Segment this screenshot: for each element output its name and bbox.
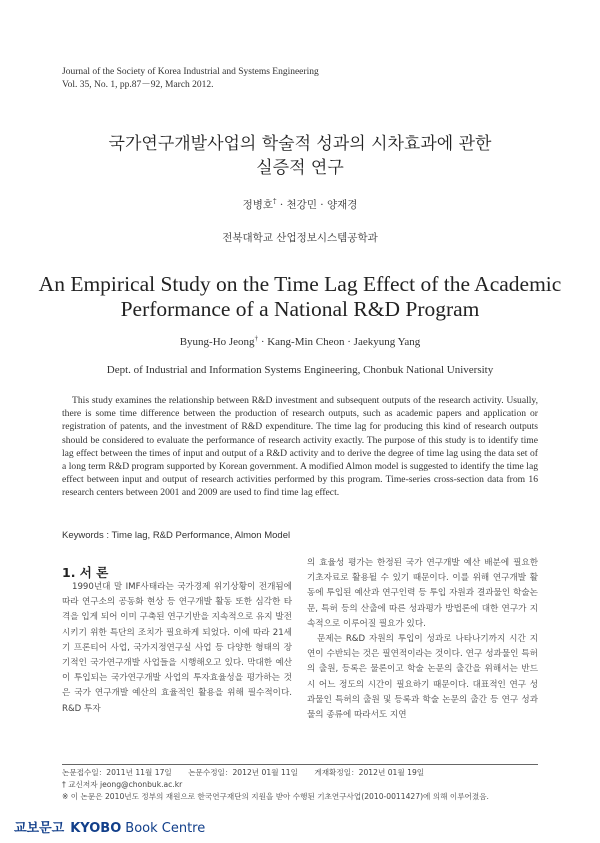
footnote-dates xyxy=(62,767,542,779)
english-title-line1: An Empirical Study on the Time Lag Effect of the Academic xyxy=(38,272,562,296)
brand-english: KYOBO xyxy=(70,821,122,836)
keywords-value: Time lag, R&D Performance, Almon Model xyxy=(111,530,291,541)
keywords-label: Keywords xyxy=(62,530,104,541)
abstract: This study examines the relationship between R&D investment and subsequent outputs of the research activity. Usually, there is some time difference between the production of research outputs, such as academic papers and application or registration of patents, and the investment of R&D expenditure. The time lag for producing this kind of research outputs should be considered to evaluate the performance of research activity exactly. The purpose of this study is to identify time lag effect between the times of input and output of a R&D activity and to derive the degree of time lag using the data set of a long term R&D program supported by Korean government. A modified Almon model is suggested to identify the time lag effect between input and output of research activities performed by this program. Time-series cross-section data from 16 research centers between 2001 and 2009 are used to find time lag effect. xyxy=(62,395,538,499)
korean-affiliation: 전북대학교 산업정보시스템공학과 xyxy=(222,232,378,244)
footnote-corresponding-author: † 교신저자 jeong@chonbuk.ac.kr xyxy=(62,780,183,789)
date-received: 논문접수일：2011년 11월 17일 xyxy=(62,768,172,777)
brand-korean: 교보문고 xyxy=(14,821,65,836)
body-column-right xyxy=(307,556,538,723)
english-title xyxy=(0,272,600,322)
korean-authors-rest: · 천강민 · 양재경 xyxy=(276,199,358,211)
korean-authors xyxy=(0,197,600,212)
section-heading-introduction: 1. 서 론 xyxy=(62,565,109,580)
keywords xyxy=(62,530,290,541)
footnote-funding: ※ 이 논문은 2010년도 정부의 재원으로 한국연구재단의 지원을 받아 수행된 기초연구사업(2010-0011427)에 의해 이루어졌음. xyxy=(62,792,489,801)
korean-title-line1: 국가연구개발사업의 학술적 성과의 시차효과에 관한 xyxy=(108,134,492,154)
english-author-first: Byung-Ho Jeong xyxy=(179,336,255,348)
journal-name: Journal of the Society of Korea Industrial and Systems Engineering xyxy=(62,67,319,77)
english-authors xyxy=(0,336,600,348)
english-title-line2: Performance of a National R&D Program xyxy=(120,297,480,321)
intro-paragraph-1-continued: 의 효율성 평가는 한정된 국가 연구개발 예산 배분에 필요한 기초자료로 활용될 수 있기 때문이다. 이를 위해 연구개발 활동에 투입된 예산과 연구인력 등 투입 자원과 결과물인 학술논문, 특허 등의 산출에 따른 성과평가 방법론에 대한 연구가 지속적으로 이루어질 필요가 있다. xyxy=(307,558,538,629)
intro-paragraph-1: 1990년대 말 IMF사태라는 국가경제 위기상황이 전개됨에 따라 연구소의 공동화 현상 등 연구개발 활동 또한 심각한 타격을 입게 되어 이미 구축된 연구기반을 지속적으로 유지 발전시키기 위한 특단의 조치가 필요하게 되었다. 이에 따라 21세기 프론티어 사업, 국가지정연구실 사업 등 다양한 형태의 장기적인 국가연구개발 사업들을 시행해오고 있다. 막대한 예산이 투입되는 국가연구개발 사업의 투자효율성을 평가하는 것은 국가 연구개발 예산의 효율적인 활용을 위해 필수적이다. R&D 투자 xyxy=(62,582,292,714)
brand-suffix: Book Centre xyxy=(125,821,206,836)
intro-paragraph-2: 문제는 R&D 자원의 투입이 성과로 나타나기까지 시간 지연이 수반되는 것은 필연적이라는 것이다. 연구 성과물인 특허의 출원, 등록은 물론이고 학술 논문의 출간을 위해서는 반드시 어느 정도의 시간이 필요하기 때문이다. 대표적인 연구 성과물인 특허의 출원 및 등록과 학술 논문의 출간 등 연구 성과물의 종류에 따라서도 지연 xyxy=(307,634,538,721)
footnote-divider xyxy=(62,764,538,765)
english-affiliation: Dept. of Industrial and Information Systems Engineering, Chonbuk National University xyxy=(106,364,494,376)
journal-volume: Vol. 35, No. 1, pp.87－92, March 2012. xyxy=(62,80,214,90)
corresponding-mark: † xyxy=(273,197,277,206)
footnotes xyxy=(62,767,542,803)
english-corresponding-mark: † xyxy=(254,334,259,343)
date-revised: 논문수정일：2012년 01월 11일 xyxy=(188,768,298,777)
korean-title-line2: 실증적 연구 xyxy=(256,158,344,178)
english-authors-rest: · Kang-Min Cheon · Jaekyung Yang xyxy=(258,336,421,348)
date-accepted: 게재확정일：2012년 01월 19일 xyxy=(314,768,425,777)
body-column-left xyxy=(62,580,292,717)
keywords-separator: : xyxy=(103,530,112,541)
kyobo-watermark xyxy=(14,817,205,836)
journal-citation xyxy=(62,66,319,92)
korean-author-first: 정병호 xyxy=(242,199,274,211)
